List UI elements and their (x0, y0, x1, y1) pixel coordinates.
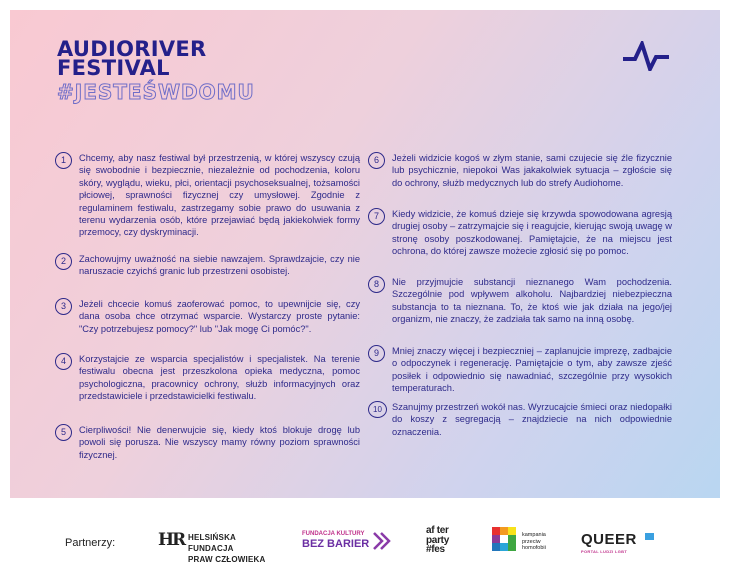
item-text: Kiedy widzicie, że komuś dzieje się krzywda spowodowana agresją drugiej osoby – zatrzymajcie się i reagujcie, kierując swoją uwagę w stronę osoby poszkodowanej. Pamiętajcie, że na miejscu jest ochrona, do której zawsze możecie zgłosić się po pomoc. (392, 209, 672, 257)
fkbb-logo: FUNDACJA KULTURY BEZ BARIER (302, 530, 402, 556)
item-text: Mniej znaczy więcej i bezpieczniej – zaplanujcie imprezę, zadbajcie o odpoczynek i regenerację. Pamiętajcie o tym, aby zawsze zjeść posiłek i odpowiednio się nawadniać, szczególnie przy wysokich temperaturach. (392, 346, 672, 394)
rainbow-square-icon (492, 527, 516, 551)
item-text: Cierpliwości! Nie denerwujcie się, kiedy ktoś blokuje drogę lub powoli się porusza. Nie wszyscy mamy równy poziom sprawności fizycznej. (79, 425, 360, 460)
hashtag: #JESTEŚWDOMU (57, 80, 255, 104)
chevrons-icon (372, 531, 394, 551)
partners-label: Partnerzy: (65, 537, 116, 549)
item-number: 1 (55, 152, 72, 169)
item-number: 9 (368, 345, 385, 362)
item-number: 4 (55, 353, 72, 370)
item-number: 6 (368, 152, 385, 169)
queer-logo: QUEER PORTAL LUDZI LGBT (581, 531, 656, 557)
festival-title: AUDIORIVER FESTIVAL (57, 37, 207, 80)
kph-logo: kampania przeciw homofobii (492, 525, 564, 559)
queer-badge-icon (645, 533, 654, 540)
item-number: 8 (368, 276, 385, 293)
item-text: Zachowujmy uważność na siebie nawzajem. Sprawdzajcie, czy nie naruszacie czyichś granic lub przestrzeni osobistej. (79, 254, 360, 277)
item-text: Jeżeli chcecie komuś zaoferować pomoc, to upewnijcie się, czy dana osoba chce otrzymać wsparcie. Wystarczy proste pytanie: "Czy potrzebujesz pomocy?" lub "Jak mogę Ci pomóc?". (79, 299, 360, 334)
audioriver-logo-icon (622, 41, 670, 71)
item-number: 7 (368, 208, 385, 225)
afterparty-logo: af ter party #fes (426, 525, 449, 555)
item-text: Korzystajcie ze wsparcia specjalistów i specjalistek. Na terenie festiwalu obecna jest przeszkolona opieka medyczna, pomoc psychologiczna, pracownicy ochrony, służb informacyjnych oraz przedstawiciele i przedstawicielki festiwalu. (79, 354, 360, 402)
item-number: 2 (55, 253, 72, 270)
item-text: Chcemy, aby nasz festiwal był przestrzenią, w której wszyscy czują się swobodnie i bezpiecznie, niezależnie od pochodzenia, koloru skóry, wyglądu, wieku, płci, orientacji psychoseksualnej, tożsamości płciowej, sprawności fizycznej czy umysłowej. Zgodnie z regulaminem festiwalu, zastrzegamy sobie prawo do usuwania z terenu wydarzenia osób, które przejawiać będą jakiekolwiek formy przemocy, czy dyskryminacji. (79, 153, 360, 238)
hfpc-logo: HR HELSIŃSKA FUNDACJA PRAW CZŁOWIEKA (158, 530, 266, 564)
item-text: Jeżeli widzicie kogoś w złym stanie, sami czujecie się źle fizycznie lub psychicznie, niepokoi Was jakakolwiek sytuacja – zgłoście się do ochrony, służb medycznych lub do strefy Audiohome. (392, 153, 672, 188)
item-number: 10 (368, 401, 387, 418)
hfpc-emblem-icon: HR (158, 530, 185, 550)
item-number: 3 (55, 298, 72, 315)
item-number: 5 (55, 424, 72, 441)
item-text: Szanujmy przestrzeń wokół nas. Wyrzucajcie śmieci oraz niedopałki do koszy z segregacją – znajdziecie na nich odpowiednie oznaczenia. (392, 402, 672, 437)
item-text: Nie przyjmujcie substancji nieznanego Wam pochodzenia. Szczególnie pod wpływem alkoholu. Najbardziej niebezpieczna substancja to ta nieznana. To, że ktoś wie jak działa na jego/jej organizm, nie znaczy, że zadziała tak samo na inną osobę. (392, 277, 672, 325)
